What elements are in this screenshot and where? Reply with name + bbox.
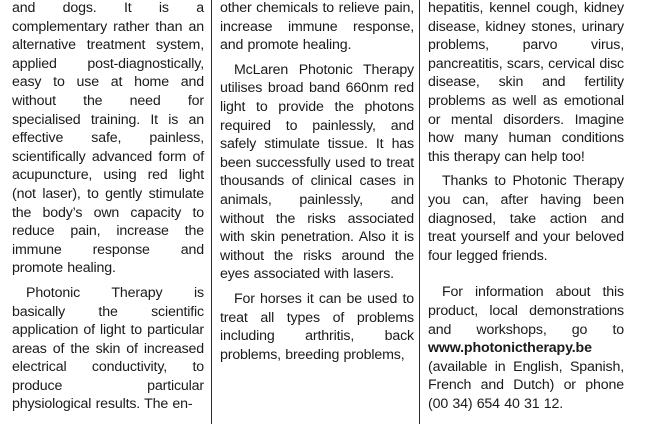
website-link[interactable]: www.photonictherapy.be	[428, 340, 592, 357]
column-divider-2	[419, 0, 420, 424]
paragraph-photonic-definition: Photonic Therapy is basically the scientific application of light to particular areas of the skin of increased electrical conductivity, to produce particular physiological results. The en-	[12, 284, 204, 413]
paragraph-conditions: hepatitis, kennel cough, kidney disease, kidney stones, urinary problems, parvo virus, pancreatitis, scars, cervical disc disease, skin and fertility problems as well as emotional or mental disorders. Imagine how many human conditions this therapy can help too!	[428, 0, 624, 165]
paragraph-horses: For horses it can be used to treat all types of problems including arthritis, back problems, breeding problems,	[220, 290, 414, 363]
contact-text-before: For information about this product, local demonstrations and workshops, go to	[428, 284, 624, 338]
paragraph-intro: and dogs. It is a complementary rather than an alternative treatment system, applied post-diagnostically, easy to use at home and without the need for specialised training. It is an effective safe, painless, scientifically advanced form of acupuncture, using red light (not laser), to gently stimulate the body’s own capacity to reduce pain, increase the immune response and promote healing.	[12, 0, 204, 277]
article-column-3	[428, 0, 624, 413]
column-divider-1	[211, 0, 212, 424]
paragraph-contact	[428, 283, 624, 413]
paragraph-thanks: Thanks to Photonic Therapy you can, after having been diagnosed, take action and treat yourself and your beloved four legged friends.	[428, 173, 624, 264]
paragraph-healing: other chemicals to relieve pain, increase immune response, and promote healing.	[220, 0, 414, 54]
paragraph-mclaren-therapy: McLaren Photonic Therapy utilises broad band 660nm red light to provide the photons required to painlessly, and safely stimulate tissue. It has been successfully used to treat thousands of clinical cases in animals, painlessly, and without the risks associated with skin penetration. Also it is without the risks around the eyes associated with lasers.	[220, 61, 414, 283]
article-column-1	[12, 0, 204, 414]
contact-text-after: (available in English, Spanish, French and Dutch) or phone (00 34) 654 40 31 12.	[428, 358, 624, 412]
article-column-2	[220, 0, 414, 364]
